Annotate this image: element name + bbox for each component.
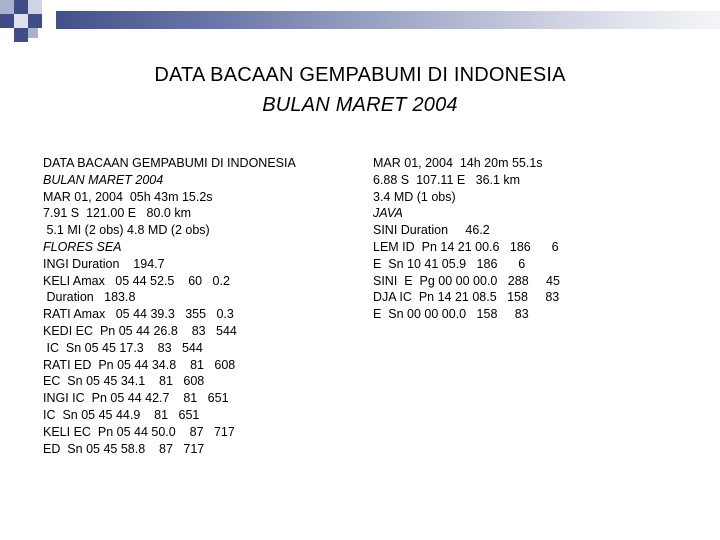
data-line: EC Sn 05 45 34.1 81 608 (43, 374, 205, 389)
left-data-column (43, 155, 363, 457)
decorative-checker-corner (0, 0, 60, 40)
data-line: JAVA (373, 206, 403, 221)
data-line: INGI Duration 194.7 (43, 256, 165, 271)
data-line: KEDI EC Pn 05 44 26.8 83 544 (43, 323, 237, 338)
data-line: RATI ED Pn 05 44 34.8 81 608 (43, 357, 236, 372)
data-line: E Sn 10 41 05.9 186 6 (373, 256, 526, 271)
right-data-column (373, 155, 713, 323)
data-line: RATI Amax 05 44 39.3 355 0.3 (43, 307, 234, 322)
data-line: SINI E Pg 00 00 00.0 288 45 (373, 273, 560, 288)
data-line: FLORES SEA (43, 239, 122, 254)
data-line: 3.4 MD (1 obs) (373, 189, 456, 204)
data-line: 6.88 S 107.11 E 36.1 km (373, 172, 521, 187)
data-line: KELI Amax 05 44 52.5 60 0.2 (43, 273, 230, 288)
slide-subtitle: BULAN MARET 2004 (262, 94, 458, 116)
data-line: IC Sn 05 45 44.9 81 651 (43, 407, 200, 422)
data-line: KELI EC Pn 05 44 50.0 87 717 (43, 424, 235, 439)
data-line: SINI Duration 46.2 (373, 223, 490, 238)
data-line: INGI IC Pn 05 44 42.7 81 651 (43, 391, 229, 406)
data-line: LEM ID Pn 14 21 00.6 186 6 (373, 239, 559, 254)
data-line: IC Sn 05 45 17.3 83 544 (43, 340, 203, 355)
data-line: ED Sn 05 45 58.8 87 717 (43, 441, 205, 456)
data-line: DJA IC Pn 14 21 08.5 158 83 (373, 290, 560, 305)
data-line: DATA BACAAN GEMPABUMI DI INDONESIA (43, 156, 296, 170)
data-line: Duration 183.8 (43, 290, 136, 305)
data-line: E Sn 00 00 00.0 158 83 (373, 307, 529, 322)
data-line: 7.91 S 121.00 E 80.0 km (43, 206, 192, 221)
data-line: 5.1 MI (2 obs) 4.8 MD (2 obs) (43, 223, 210, 238)
decorative-header-band (56, 11, 720, 29)
data-line: MAR 01, 2004 14h 20m 55.1s (373, 156, 543, 170)
slide-title: DATA BACAAN GEMPABUMI DI INDONESIA (154, 64, 566, 86)
data-line: BULAN MARET 2004 (43, 172, 164, 187)
data-line: MAR 01, 2004 05h 43m 15.2s (43, 189, 213, 204)
